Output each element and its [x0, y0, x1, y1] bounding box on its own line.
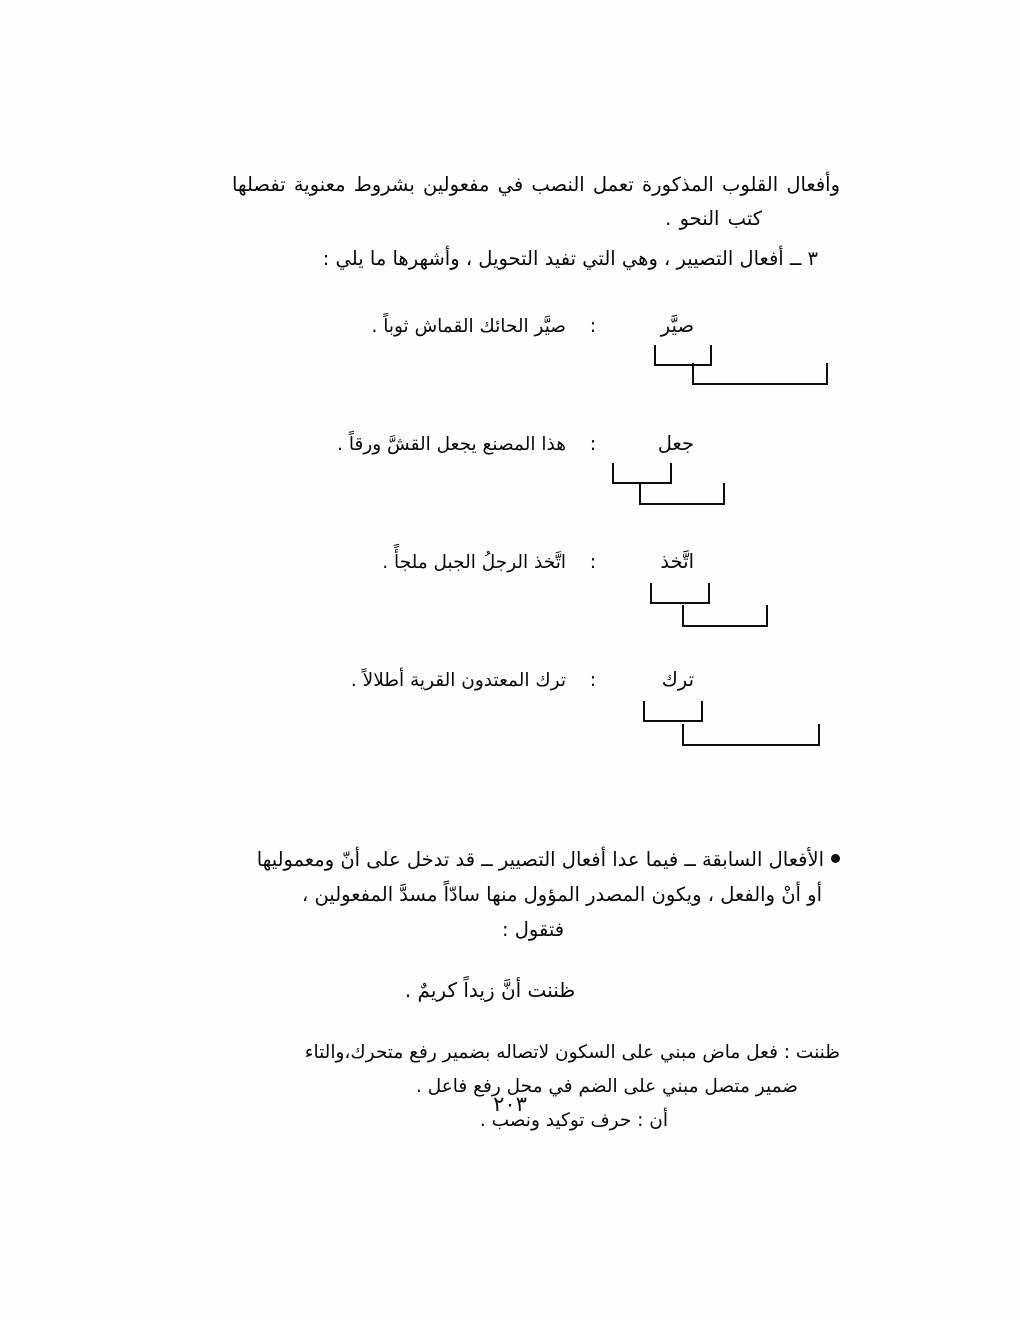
example-verb: ترك [661, 668, 694, 691]
inner-bracket [612, 463, 672, 484]
example-annotation-brackets [180, 343, 840, 399]
examples-list [180, 312, 840, 784]
page-number: ٢٠٣ [493, 1092, 527, 1116]
outer-bracket [639, 483, 725, 505]
example-row [180, 666, 840, 784]
example-separator: : [589, 669, 597, 691]
parsing-explanation [180, 1036, 840, 1138]
example-separator: : [589, 315, 597, 337]
note-line-2: أو أنْ والفعل ، ويكون المصدر المؤول منها سادّاً مسدَّ المفعولين ، [301, 883, 822, 906]
parsing-line-2: ضمير متصل مبني على الضم في محل رفع فاعل . [415, 1076, 798, 1097]
example-sentence: اتَّخذ الرجلُ الجبل ملجأً . [382, 552, 566, 573]
example-line [180, 548, 840, 577]
example-separator: : [589, 551, 597, 573]
example-verb: صيَّر [660, 314, 694, 337]
parsing-line-1: ظننت : فعل ماض مبني على السكون لاتصاله بضمير رفع متحرك،والتاء [304, 1042, 840, 1063]
example-row [180, 430, 840, 548]
example-row [180, 312, 840, 430]
example-annotation-brackets [180, 461, 840, 517]
example-row [180, 548, 840, 666]
example-annotation-brackets [180, 697, 840, 753]
example-annotation-brackets [180, 579, 840, 635]
note-line-3: فتقول : [502, 918, 565, 941]
numbered-item-3: ٣ ــ أفعال التصيير ، وهي التي تفيد التحويل ، وأشهرها ما يلي : [322, 247, 818, 270]
example-line [180, 430, 840, 459]
bullet-dot-icon [831, 854, 840, 863]
example-sentence: ترك المعتدون القرية أطلالاً . [350, 670, 566, 691]
intro-line-1: وأفعال القلوب المذكورة تعمل النصب في مفعولين بشروط معنوية تفصلها [232, 173, 840, 196]
example-verb: اتَّخذ [660, 550, 694, 573]
example-separator: : [589, 433, 597, 455]
note-line-1 [180, 842, 840, 877]
example-sentence: هذا المصنع يجعل القشَّ ورقاً . [337, 434, 566, 455]
note-example-sentence: ظننت أنَّ زيداً كريمٌ . [404, 978, 576, 1002]
example-sentence: صيَّر الحائك القماش ثوباً . [371, 316, 566, 337]
outer-bracket [682, 605, 768, 627]
inner-bracket [650, 583, 710, 604]
note-paragraph [180, 842, 840, 1008]
parsing-line-3: أن : حرف توكيد ونصب . [479, 1110, 668, 1131]
example-line [180, 666, 840, 695]
note-line-1-text: الأفعال السابقة ــ فيما عدا أفعال التصيير ــ قد تدخل على أنّ ومعموليها [256, 848, 824, 871]
inner-bracket [643, 701, 703, 722]
page-content [180, 168, 840, 1138]
example-verb: جعل [657, 432, 694, 455]
outer-bracket [692, 363, 828, 385]
intro-paragraph [180, 168, 840, 236]
example-line [180, 312, 840, 341]
intro-line-2: كتب النحو . [665, 207, 762, 230]
outer-bracket [682, 724, 820, 746]
